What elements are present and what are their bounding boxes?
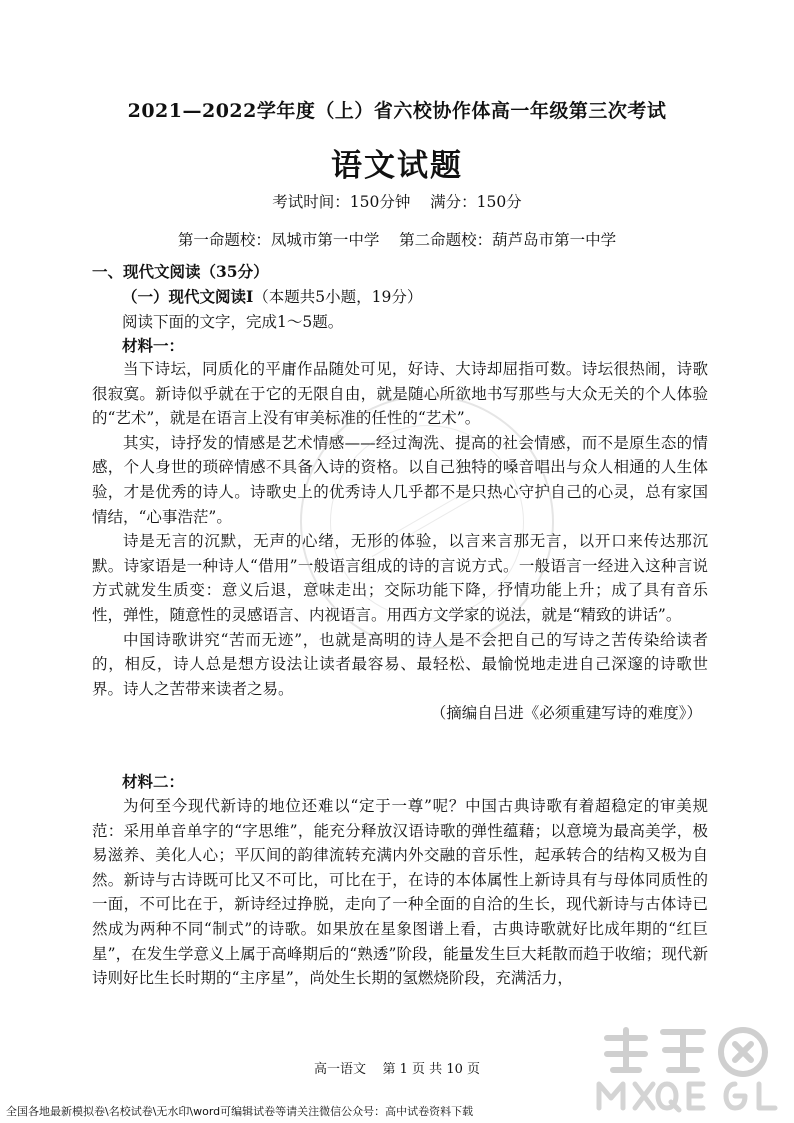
material-one-paragraph: 中国诗歌讲究“苦而无迹”，也就是高明的诗人是不会把自己的写诗之苦传染给读者的，相反，诗人总是想方设法让读者最容易、最轻松、最愉悦地走进自己深邃的诗歌世界。诗人之苦带来读者之易。 [92, 630, 708, 698]
material-one-paragraph: 其实，诗抒发的情感是艺术情感——经过淘洗、提高的社会情感，而不是原生态的情感，个人身世的琐碎情感不具备入诗的资格。以自己独特的嗓音唱出与众人相通的人生体验，才是优秀的诗人。诗歌史上的优秀诗人几乎都不是只热心守护自己的心灵，总有家国情结，“心事浩茫”。 [92, 433, 708, 526]
bottom-notice: 全国各地最新模拟卷\名校试卷\无水印\word可编辑试卷等请关注微信公众号：高中试卷资料下载 [6, 1105, 474, 1118]
reading-instruction: 阅读下面的文字，完成1～5题。 [122, 313, 344, 331]
page-footer: 高一语文 第 1 页 共 10 页 [313, 1062, 480, 1077]
material-two-paragraph: 为何至今现代新诗的地位还难以“定于一尊”呢？中国古典诗歌有着超稳定的审美规范：采用单音单字的“字思维”，能充分释放汉语诗歌的弹性蕴藉；以意境为最高美学，极易滋养、美化人心；平仄间的韵律流转充满内外交融的音乐性，起承转合的结构又极为自然。新诗与古诗既可比又不可比，可比在于，在诗的本体属性上新诗具有与母体同质性的一面，不可比在于，新诗经过挣脱，走向了一种全面的自洽的生长，现代新诗与古体诗已然成为两种不同“制式”的诗歌。如果放在星象图谱上看，古典诗歌就好比成年期的“红巨星”，在发生学意义上属于高峰期后的“熟透”阶段，能量发生巨大耗散而趋于收缩；现代新诗则好比生长时期的“主序星”，尚处生长期的氢燃烧阶段，充满活力， [92, 797, 708, 988]
exam-title: 2021—2022学年度（上）省六校协作体高一年级第三次考试 [127, 100, 667, 122]
material-one-source: （摘编自吕进《必须重建写诗的难度》） [430, 704, 702, 723]
sub-heading-detail: （本题共5小题，19分） [253, 288, 423, 306]
sub-heading [122, 285, 422, 307]
material-two-label: 材料二： [122, 772, 185, 791]
proposing-schools: 第一命题校：凤城市第一中学 第二命题校：葫芦岛市第一中学 [177, 231, 617, 249]
subject-title: 语文试题 [331, 148, 463, 184]
material-one-paragraph: 诗是无言的沉默，无声的心绪，无形的体验，以言来言那无言，以开口来传达那沉默。诗家语是一种诗人“借用”一般语言组成的诗的言说方式。一般语言一经进入这种言说方式就发生质变：意义后退，意味走出；交际功能下降，抒情功能上升；成了具有音乐性，弹性，随意性的灵感语言、内视语言。用西方文学家的说法，就是“精致的讲话”。 [92, 532, 708, 624]
exam-info: 考试时间：150分钟 满分：150分 [272, 193, 522, 211]
sub-heading-title: （一）现代文阅读Ⅰ [122, 287, 254, 306]
material-one-label: 材料一： [122, 336, 185, 355]
material-two-text [92, 794, 708, 991]
section-heading: 一、现代文阅读（35分） [92, 262, 269, 281]
material-one-text [92, 357, 708, 726]
material-one-paragraph: 当下诗坛，同质化的平庸作品随处可见，好诗、大诗却屈指可数。诗坛很热闹，诗歌很寂寞。新诗似乎就在于它的无限自由，就是随心所欲地书写那些与大众无关的个人体验的“艺术”，就是在语言上没有审美标准的任性的“艺术”。 [92, 360, 708, 428]
